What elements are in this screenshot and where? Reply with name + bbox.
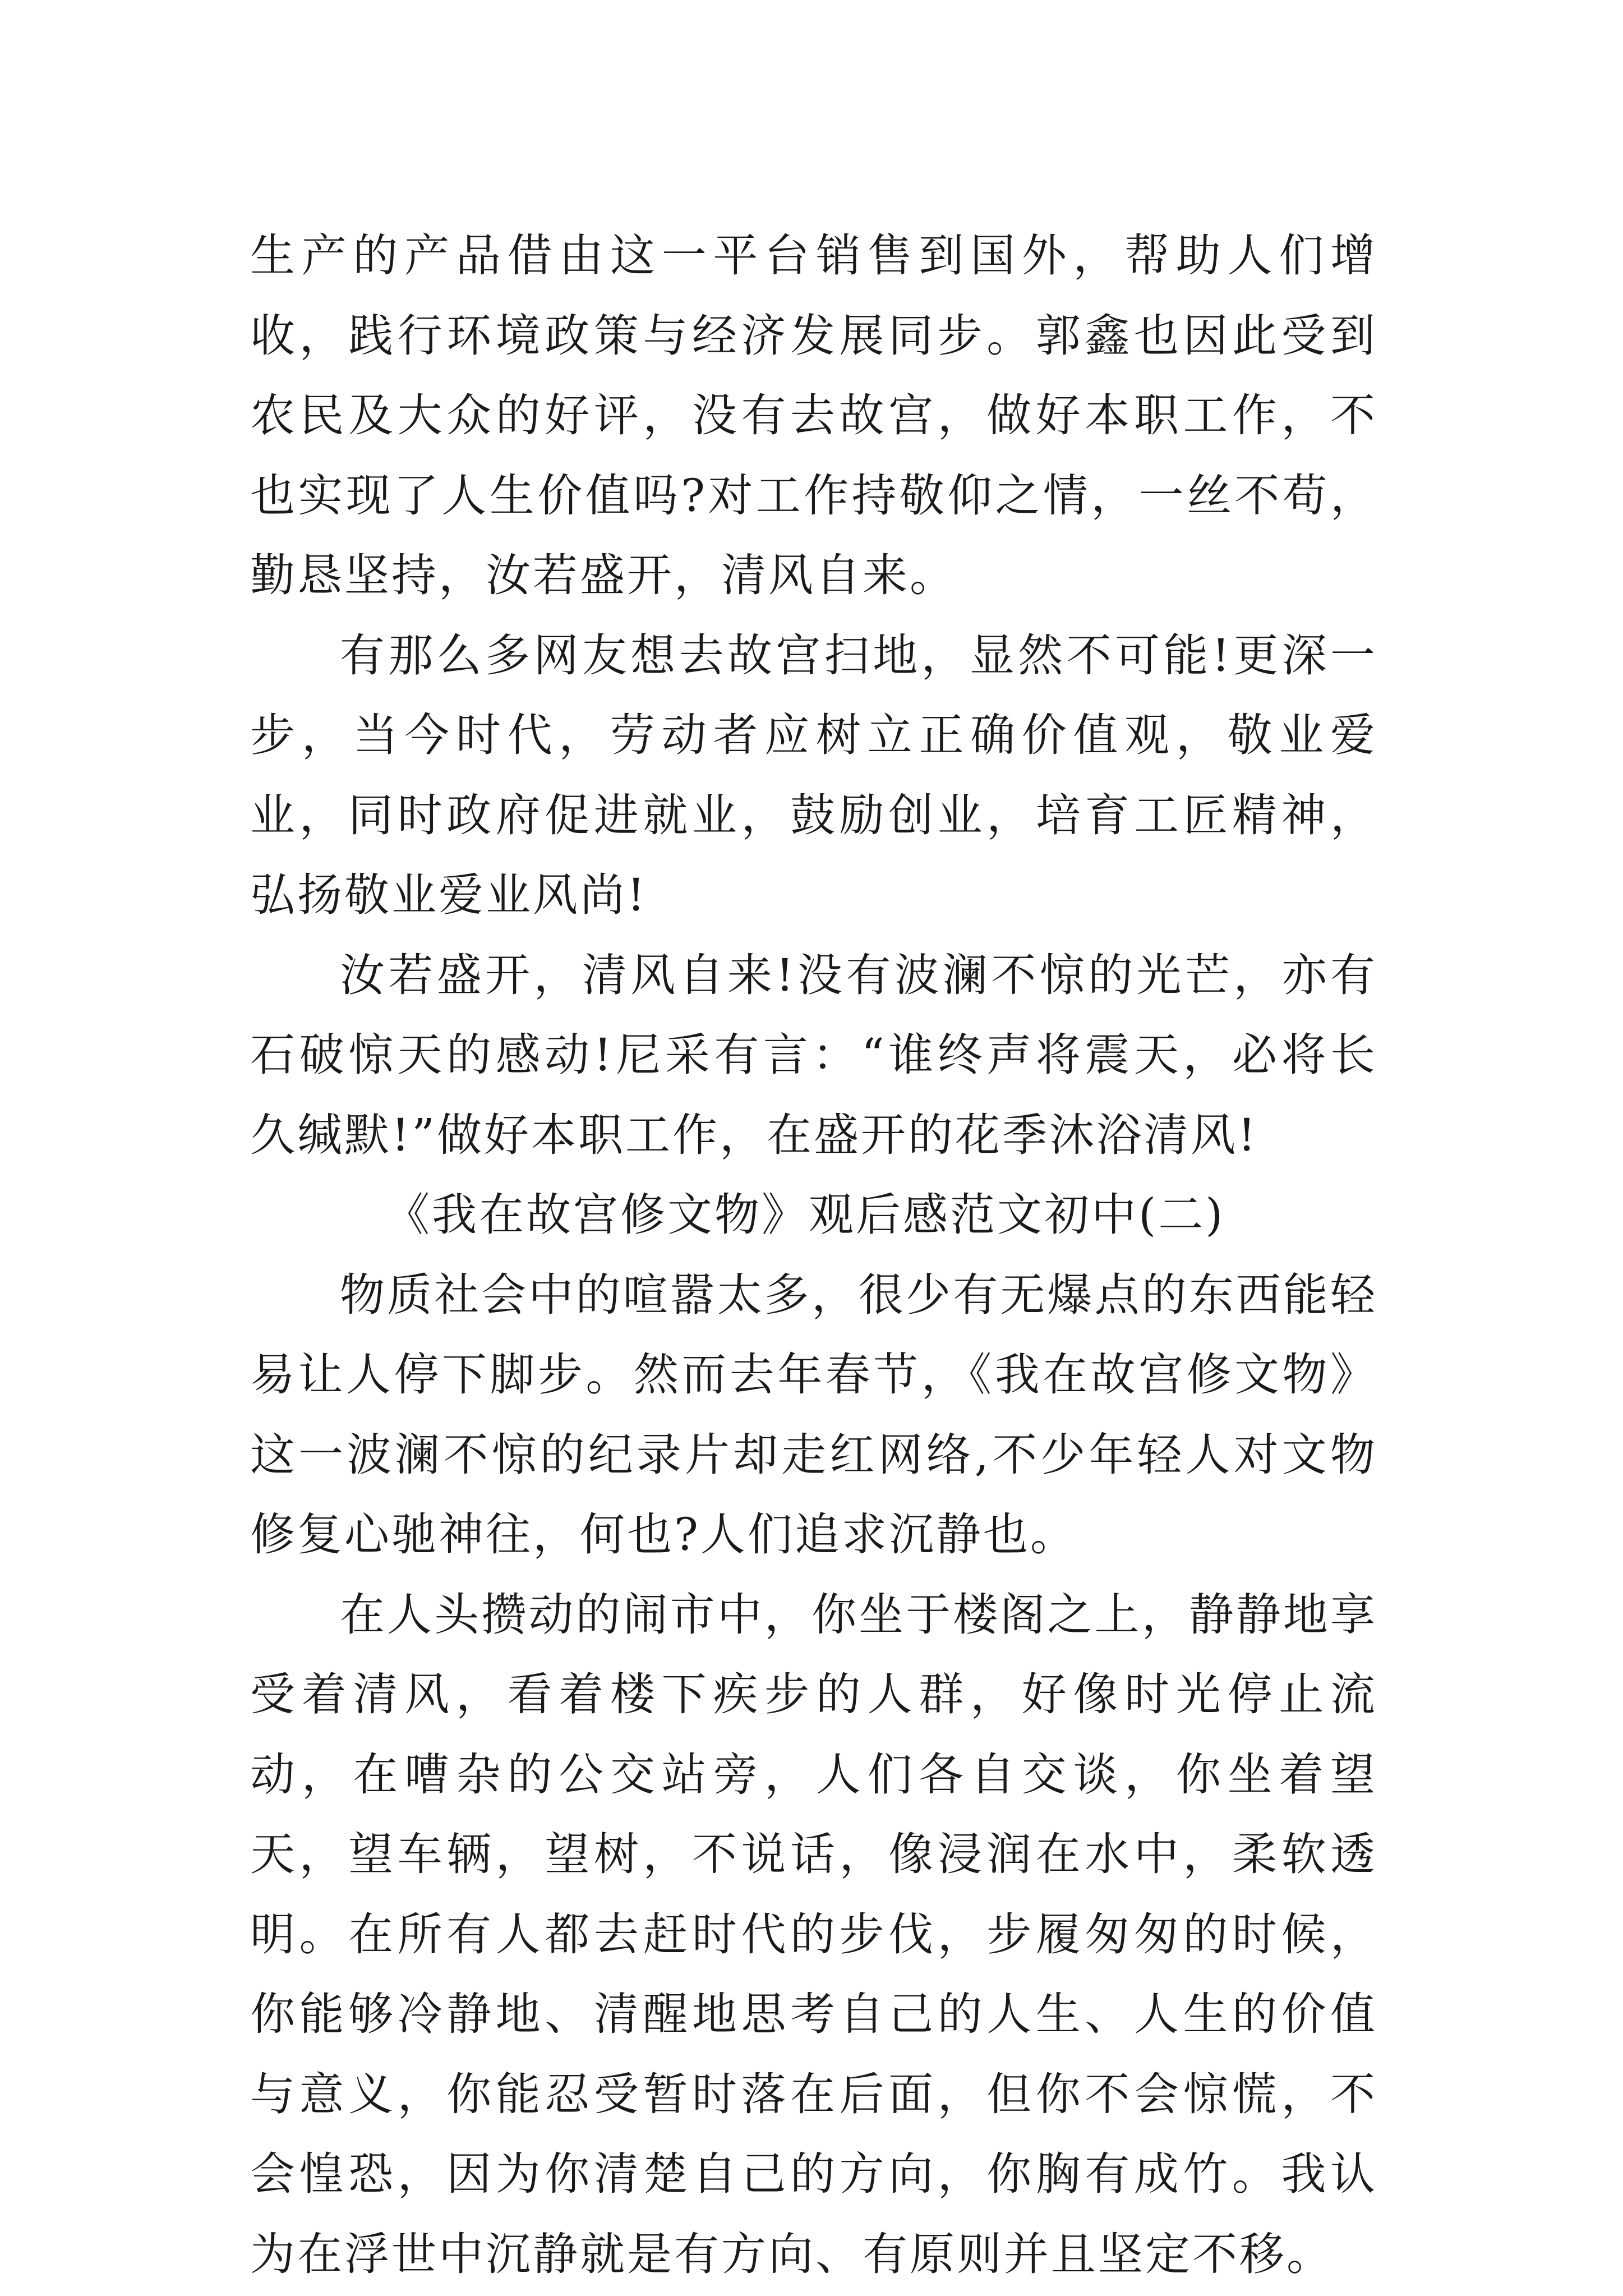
paragraph-body: 在人头攒动的闹市中，你坐于楼阁之上，静静地享受着清风，看着楼下疾步的人群，好像时光停止流动，在嘈杂的公交站旁，人们各自交谈，你坐着望天，望车辆，望树，不说话，像浸润在水中，柔软透明。在所有人都去赶时代的步伐，步履匆匆的时候，你能够冷静地、清醒地思考自己的人生、人生的价值与意义，你能忍受暂时落在后面，但你不会惊慌，不会惶恐，因为你清楚自己的方向，你胸有成竹。我认为在浮世中沉静就是有方向、有原则并且坚定不移。 [250, 1588, 1377, 2280]
paragraph-body: 汝若盛开，清风自来!没有波澜不惊的光芒，亦有石破惊天的感动!尼采有言：“谁终声将震天，必将长久缄默!”做好本职工作，在盛开的花季沐浴清风! [250, 949, 1377, 1161]
paragraph-continuation: 生产的产品借由这一平台销售到国外，帮助人们增收，践行环境政策与经济发展同步。郭鑫也因此受到农民及大众的好评，没有去故宫，做好本职工作，不也实现了人生价值吗?对工作持敬仰之情，一丝不苟，勤恳坚持，汝若盛开，清风自来。 [250, 229, 1377, 601]
paragraph-body: 物质社会中的喧嚣太多，很少有无爆点的东西能轻易让人停下脚步。然而去年春节，《我在故宫修文物》这一波澜不惊的纪录片却走红网络,不少年轻人对文物修复心驰神往，何也?人们追求沉静也。 [250, 1268, 1377, 1561]
document-body [250, 216, 1377, 2294]
section-heading: 《我在故宫修文物》观后感范文初中(二) [385, 1189, 1225, 1241]
paragraph-body: 有那么多网友想去故宫扫地，显然不可能!更深一步，当今时代，劳动者应树立正确价值观，敬业爱业，同时政府促进就业，鼓励创业，培育工匠精神，弘扬敬业爱业风尚! [250, 629, 1377, 921]
